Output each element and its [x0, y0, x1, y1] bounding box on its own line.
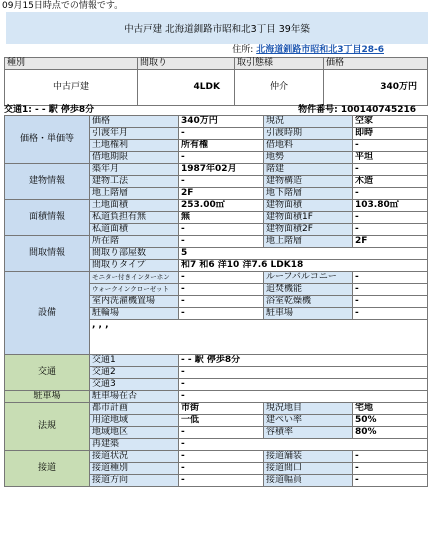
equipment-label: 室内洗濯機置場 — [90, 296, 179, 308]
transport-label: 交通3 — [90, 379, 179, 391]
area-label: 私道負担有無 — [90, 212, 179, 224]
area-value: 無 — [179, 212, 264, 224]
regulation-row — [5, 403, 428, 415]
building-value-2: 木造 — [353, 176, 428, 188]
parking-label: 駐車場在否 — [90, 391, 179, 403]
summary-header-type: 種別 — [5, 58, 138, 70]
equipment-value-2: - — [353, 272, 428, 284]
road-label: 接道方向 — [90, 475, 179, 487]
building-value: 2F — [179, 188, 264, 200]
price-label: 土地権利 — [90, 140, 179, 152]
regulation-value: 一低 — [179, 415, 264, 427]
road-label-2: 接道間口 — [264, 463, 353, 475]
price-value: 所有権 — [179, 140, 264, 152]
road-label-2: 接道舗装 — [264, 451, 353, 463]
parking-section-label: 駐車場 — [5, 391, 90, 403]
info-date: 09月15日時点での情報です。 — [2, 1, 124, 11]
regulation-label-2: 現況地目 — [264, 403, 353, 415]
road-value: - — [179, 451, 264, 463]
regulation-label-2: 建ぺい率 — [264, 415, 353, 427]
floorplan-label-2: 地上階層 — [264, 236, 353, 248]
equipment-label: モニター付きインターホン — [90, 272, 179, 284]
regulation-value-2: 50% — [353, 415, 428, 427]
parking-value: - — [179, 391, 428, 403]
building-label-2: 階建 — [264, 164, 353, 176]
price-value-2: 平坦 — [353, 152, 428, 164]
transport-value: - — [179, 367, 428, 379]
floorplan-label: 間取りタイプ — [90, 260, 179, 272]
area-value-2: - — [353, 212, 428, 224]
regulation-label: 地域地区 — [90, 427, 179, 439]
floorplan-label: 所在階 — [90, 236, 179, 248]
road-row — [5, 451, 428, 463]
price-label-2: 借地料 — [264, 140, 353, 152]
road-section-label: 接道 — [5, 451, 90, 487]
property-number: 物件番号: 100140745216 — [298, 105, 416, 115]
address — [232, 44, 384, 56]
regulation-value: - — [179, 439, 428, 451]
price-row — [5, 116, 428, 128]
transport-value: - - 駅 停歩8分 — [179, 355, 428, 367]
price-label-2: 引渡時期 — [264, 128, 353, 140]
floorplan-row — [5, 236, 428, 248]
regulation-label: 再建築 — [90, 439, 179, 451]
floorplan-value: 5 — [179, 248, 428, 260]
road-label: 接道種別 — [90, 463, 179, 475]
summary-price: 340万円 — [324, 70, 428, 106]
price-label-2: 地勢 — [264, 152, 353, 164]
equipment-value-2: - — [353, 284, 428, 296]
summary-transaction: 仲介 — [235, 70, 324, 106]
transport-section-label: 交通 — [5, 355, 90, 391]
transport-label: 交通1 — [90, 355, 179, 367]
summary-table — [4, 57, 428, 106]
area-label: 私道面積 — [90, 224, 179, 236]
summary-type: 中古戸建 — [5, 70, 138, 106]
building-value: - — [179, 176, 264, 188]
address-label: 住所: — [232, 45, 257, 55]
equipment-row — [5, 272, 428, 284]
summary-header-price: 価格 — [324, 58, 428, 70]
equipment-value-2: - — [353, 308, 428, 320]
summary-layout: 4LDK — [138, 70, 235, 106]
equipment-value-2: - — [353, 296, 428, 308]
building-label-2: 地下階層 — [264, 188, 353, 200]
area-label: 土地面積 — [90, 200, 179, 212]
road-value: - — [179, 475, 264, 487]
floorplan-value: 和7 和6 洋10 洋7.6 LDK18 — [179, 260, 428, 272]
summary-header-transaction: 取引態様 — [235, 58, 324, 70]
regulation-value-2: 宅地 — [353, 403, 428, 415]
equipment-note: , , , — [90, 320, 428, 355]
regulation-value-2: 80% — [353, 427, 428, 439]
equipment-label-2: 追焚機能 — [264, 284, 353, 296]
price-value-2: 即時 — [353, 128, 428, 140]
transport-label: 交通2 — [90, 367, 179, 379]
floorplan-section-label: 間取情報 — [5, 236, 90, 272]
price-value: 340万円 — [179, 116, 264, 128]
building-value-2: - — [353, 164, 428, 176]
road-value-2: - — [353, 463, 428, 475]
equipment-value: - — [179, 308, 264, 320]
road-value-2: - — [353, 475, 428, 487]
floorplan-label: 間取り部屋数 — [90, 248, 179, 260]
area-value-2: 103.80㎡ — [353, 200, 428, 212]
regulation-value: 市街 — [179, 403, 264, 415]
transport-value: - — [179, 379, 428, 391]
equipment-label-2: 駐車場 — [264, 308, 353, 320]
equipment-label: 駐輪場 — [90, 308, 179, 320]
price-label: 引渡年月 — [90, 128, 179, 140]
address-link[interactable]: 北海道釧路市昭和北3丁目28-6 — [256, 45, 384, 55]
price-section-label: 価格・単価等 — [5, 116, 90, 164]
building-row — [5, 164, 428, 176]
area-value-2: - — [353, 224, 428, 236]
road-label-2: 接道幅員 — [264, 475, 353, 487]
building-label-2: 建物構造 — [264, 176, 353, 188]
building-section-label: 建物情報 — [5, 164, 90, 200]
building-label: 地上階層 — [90, 188, 179, 200]
transport-row — [5, 355, 428, 367]
area-label-2: 建物面積1F — [264, 212, 353, 224]
building-value-2: - — [353, 188, 428, 200]
equipment-value: - — [179, 296, 264, 308]
road-value: - — [179, 463, 264, 475]
traffic-line — [4, 105, 428, 115]
regulation-label: 都市計画 — [90, 403, 179, 415]
parking-row — [5, 391, 428, 403]
area-value: 253.00㎡ — [179, 200, 264, 212]
price-label: 価格 — [90, 116, 179, 128]
equipment-label-2: ルーフバルコニー — [264, 272, 353, 284]
equipment-value: - — [179, 272, 264, 284]
summary-header-layout: 間取り — [138, 58, 235, 70]
detail-table — [4, 115, 428, 487]
road-value-2: - — [353, 451, 428, 463]
area-section-label: 面積情報 — [5, 200, 90, 236]
road-label: 接道状況 — [90, 451, 179, 463]
price-label-2: 現況 — [264, 116, 353, 128]
equipment-label: ウォークインクローゼット — [90, 284, 179, 296]
price-value-2: 空家 — [353, 116, 428, 128]
price-label: 借地期限 — [90, 152, 179, 164]
regulation-section-label: 法規 — [5, 403, 90, 451]
area-value: - — [179, 224, 264, 236]
building-label: 建物工法 — [90, 176, 179, 188]
price-value: - — [179, 128, 264, 140]
price-value: - — [179, 152, 264, 164]
floorplan-value: - — [179, 236, 264, 248]
equipment-value: - — [179, 284, 264, 296]
equipment-label-2: 浴室乾燥機 — [264, 296, 353, 308]
regulation-value: - — [179, 427, 264, 439]
area-row — [5, 200, 428, 212]
area-label-2: 建物面積2F — [264, 224, 353, 236]
traffic-summary: 交通1: - - 駅 停歩8分 — [4, 105, 95, 115]
equipment-section-label: 設備 — [5, 272, 90, 355]
page-title: 中古戸建 北海道釧路市昭和北3丁目 39年築 — [6, 12, 428, 44]
floorplan-value-2: 2F — [353, 236, 428, 248]
regulation-label: 用途地域 — [90, 415, 179, 427]
building-value: 1987年02月 — [179, 164, 264, 176]
building-label: 築年月 — [90, 164, 179, 176]
price-value-2: - — [353, 140, 428, 152]
regulation-label-2: 容積率 — [264, 427, 353, 439]
area-label-2: 建物面積 — [264, 200, 353, 212]
